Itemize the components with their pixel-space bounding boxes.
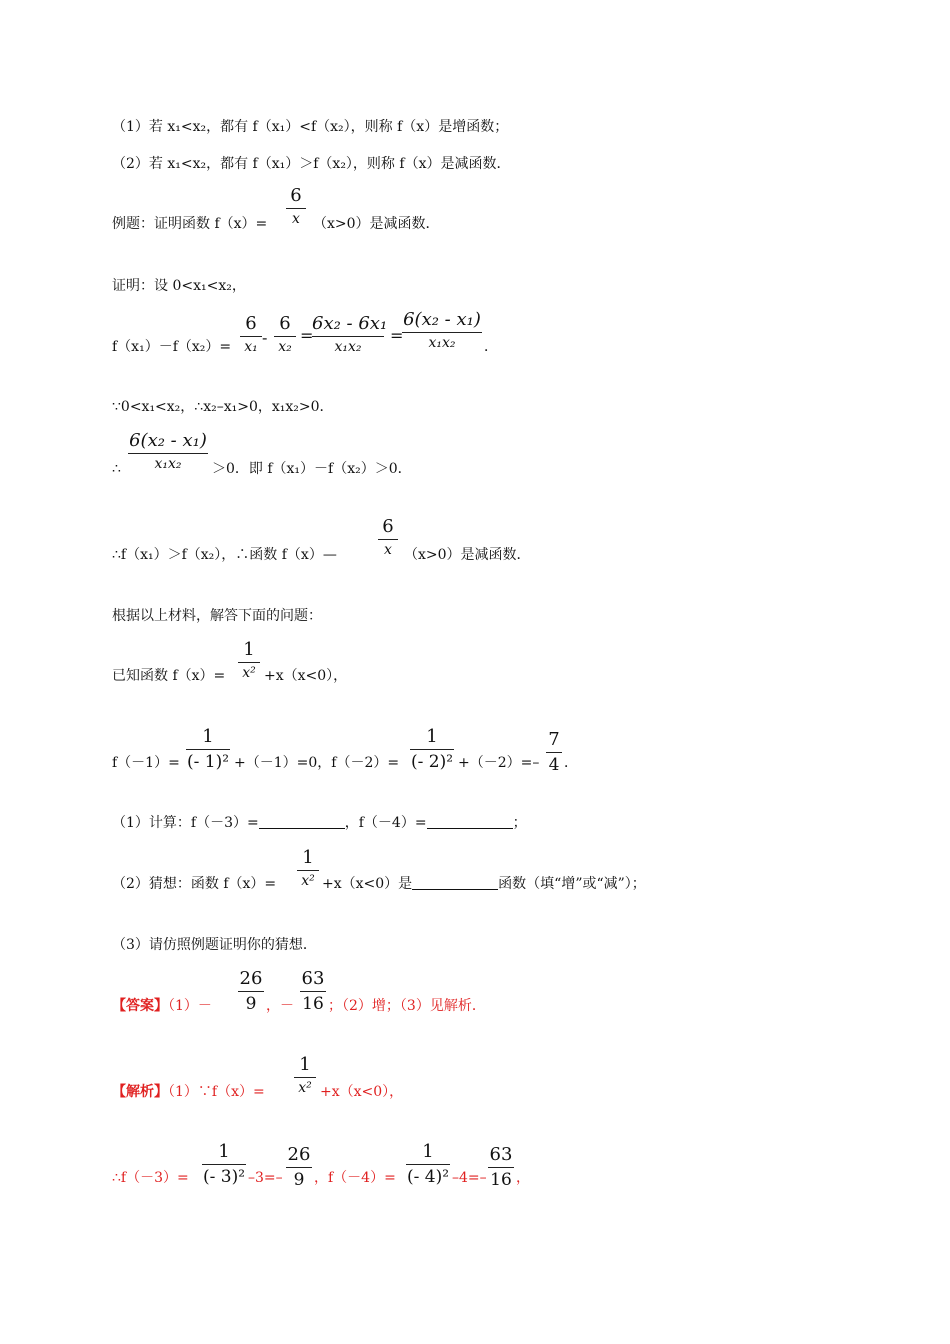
fraction-numerator: 6 <box>382 516 394 537</box>
analysis-part1-end: +x（x<0）， <box>320 1084 404 1100</box>
fraction-numerator: 6(x₂ - x₁) <box>129 430 207 451</box>
fraction-numerator: 6 <box>245 313 257 334</box>
fraction-denominator: x² <box>301 872 315 889</box>
calc-a-prefix: f（－1）= <box>112 755 180 771</box>
fraction-denominator: (- 1)² <box>186 751 230 772</box>
question-1-end: ； <box>512 815 527 831</box>
question-given-suffix: +x（x<0）， <box>264 668 348 684</box>
fraction-bar <box>286 208 306 209</box>
answer-separator: ，－ <box>266 998 294 1014</box>
fraction-bar <box>274 336 296 337</box>
fraction-numerator: 1 <box>243 639 255 660</box>
answer-fraction-2 <box>300 969 326 1014</box>
analysis-mid3: –4=– <box>452 1170 487 1186</box>
fraction-denominator: 4 <box>548 754 560 775</box>
proof-step3: ∵0<x₁<x₂，∴x₂–x₁>0，x₁x₂>0． <box>112 399 334 415</box>
fraction-numerator: 1 <box>299 1054 311 1075</box>
fraction-denominator: x₁ <box>244 338 258 355</box>
fraction-bar <box>410 749 454 750</box>
answer-blank-f-minus-4[interactable] <box>427 816 513 829</box>
equals-sign: = <box>390 326 404 345</box>
question-1 <box>112 816 527 830</box>
analysis-fraction-f-minus-3 <box>202 1142 246 1187</box>
proof-fraction-2 <box>274 314 296 356</box>
definition-increasing: （1）若 x₁<x₂，都有 f（x₁）<f（x₂），则称 f（x）是增函数； <box>112 119 509 135</box>
fraction-denominator: x₁x₂ <box>154 455 182 472</box>
proof-step1: 证明：设 0<x₁<x₂， <box>112 278 246 294</box>
fraction-numerator: 1 <box>422 1141 434 1162</box>
proof-step5-prefix: ∴f（x₁）＞f（x₂），∴函数 f（x）— <box>112 547 337 563</box>
calc-a-fraction <box>186 727 230 772</box>
proof-step5-suffix: （x>0）是减函数． <box>404 547 531 563</box>
fraction-bar <box>402 332 482 333</box>
question-1-middle: ，f（－4）= <box>344 815 427 831</box>
proof-fraction-1 <box>240 314 262 356</box>
question-2-end: 函数（填“增”或“减”）； <box>498 876 646 892</box>
fraction-numerator: 6x₂ - 6x₁ <box>312 313 388 334</box>
example-suffix: （x>0）是减函数． <box>313 216 440 232</box>
definition-decreasing: （2）若 x₁<x₂，都有 f（x₁）＞f（x₂），则称 f（x）是减函数． <box>112 156 511 172</box>
fraction-denominator: x <box>384 541 392 558</box>
fraction-bar <box>488 1167 514 1168</box>
example-fraction <box>286 186 306 228</box>
fraction-bar <box>238 991 264 992</box>
fraction-denominator: 9 <box>293 1169 305 1190</box>
analysis-fraction-26-9 <box>286 1145 312 1190</box>
fraction-denominator: (- 2)² <box>410 751 454 772</box>
analysis-mid2: ，f（－4）= <box>314 1170 396 1186</box>
analysis-fraction-f-minus-4 <box>406 1142 450 1187</box>
example-denominator: x <box>292 210 300 227</box>
fraction-bar <box>240 336 262 337</box>
question-2-fraction <box>297 848 319 890</box>
fraction-bar <box>300 991 326 992</box>
question-given-fraction <box>238 640 260 682</box>
question-1-prefix: （1）计算：f（－3）= <box>112 815 259 831</box>
fraction-numerator: 6(x₂ - x₁) <box>403 309 481 330</box>
analysis-fraction <box>294 1055 316 1097</box>
answer-line <box>112 999 212 1013</box>
proof-step2-end: ． <box>484 339 498 355</box>
fraction-numerator: 6 <box>279 313 291 334</box>
fraction-bar <box>406 1164 450 1165</box>
question-intro: 根据以上材料，解答下面的问题： <box>112 608 322 624</box>
fraction-denominator: x² <box>242 664 256 681</box>
answer-rest: ；（2）增；（3）见解析． <box>328 998 486 1014</box>
fraction-numerator: 7 <box>548 729 560 750</box>
example-numerator: 6 <box>290 185 302 206</box>
fraction-denominator: x₂ <box>278 338 292 355</box>
equals-sign: = <box>300 326 314 345</box>
fraction-bar <box>238 662 260 663</box>
fraction-denominator: 9 <box>245 993 257 1014</box>
proof-step4-therefore: ∴ <box>112 461 121 477</box>
fraction-bar <box>202 1164 246 1165</box>
analysis-tag: 【解析】 <box>112 1084 168 1100</box>
question-3: （3）请仿照例题证明你的猜想． <box>112 937 317 953</box>
question-2-middle: +x（x<0）是 <box>322 876 413 892</box>
proof-step5-fraction <box>378 517 398 559</box>
fraction-numerator: 26 <box>287 1144 311 1165</box>
fraction-bar <box>128 453 208 454</box>
fraction-numerator: 63 <box>489 1144 513 1165</box>
proof-minus: - <box>262 328 268 347</box>
proof-step4-fraction <box>128 431 208 473</box>
fraction-numerator: 1 <box>218 1141 230 1162</box>
proof-fraction-3 <box>312 313 388 356</box>
fraction-denominator: 16 <box>490 1169 512 1190</box>
analysis-line2-end: ， <box>516 1170 530 1186</box>
analysis-line1 <box>112 1085 265 1099</box>
proof-fraction-4 <box>402 310 482 352</box>
fraction-numerator: 1 <box>426 726 438 747</box>
example-prefix: 例题：证明函数 f（x）= <box>112 216 268 232</box>
fraction-bar <box>286 1167 312 1168</box>
calc-b-end: ． <box>564 755 578 771</box>
proof-step4-rest: ＞0．即 f（x₁）－f（x₂）＞0． <box>212 461 412 477</box>
fraction-denominator: x² <box>298 1079 312 1096</box>
fraction-denominator: x₁x₂ <box>334 338 362 355</box>
answer-blank-monotonicity[interactable] <box>412 877 498 890</box>
fraction-denominator: 16 <box>302 993 324 1014</box>
analysis-line2-prefix: ∴f（－3）= <box>112 1170 189 1186</box>
analysis-mid1: –3=– <box>248 1170 283 1186</box>
fraction-numerator: 26 <box>239 968 263 989</box>
fraction-bar <box>297 870 319 871</box>
answer-part1: （1）－ <box>168 998 212 1014</box>
answer-tag: 【答案】 <box>112 998 168 1014</box>
fraction-bar <box>546 752 562 753</box>
calc-a-suffix: +（－1）=0，f（－2）= <box>234 755 400 771</box>
proof-step2-lhs: f（x₁）－f（x₂）= <box>112 339 232 355</box>
question-given-prefix: 已知函数 f（x）= <box>112 668 226 684</box>
fraction-bar <box>186 749 230 750</box>
fraction-denominator: (- 3)² <box>202 1166 246 1187</box>
answer-fraction-1 <box>238 969 264 1014</box>
question-2-rest <box>322 877 646 891</box>
question-2-prefix: （2）猜想：函数 f（x）= <box>112 876 277 892</box>
fraction-numerator: 63 <box>301 968 325 989</box>
fraction-bar <box>378 539 398 540</box>
fraction-numerator: 1 <box>202 726 214 747</box>
fraction-bar <box>312 336 384 337</box>
fraction-numerator: 1 <box>302 847 314 868</box>
calc-b-fraction <box>410 727 454 772</box>
fraction-denominator: x₁x₂ <box>428 334 456 351</box>
analysis-fraction-63-16 <box>488 1145 514 1190</box>
fraction-bar <box>294 1077 316 1078</box>
answer-blank-f-minus-3[interactable] <box>259 816 345 829</box>
fraction-denominator: (- 4)² <box>406 1166 450 1187</box>
calc-b-result-fraction <box>546 730 562 775</box>
calc-b-suffix: +（－2）=– <box>458 755 540 771</box>
analysis-part1: （1）∵f（x）= <box>168 1084 265 1100</box>
